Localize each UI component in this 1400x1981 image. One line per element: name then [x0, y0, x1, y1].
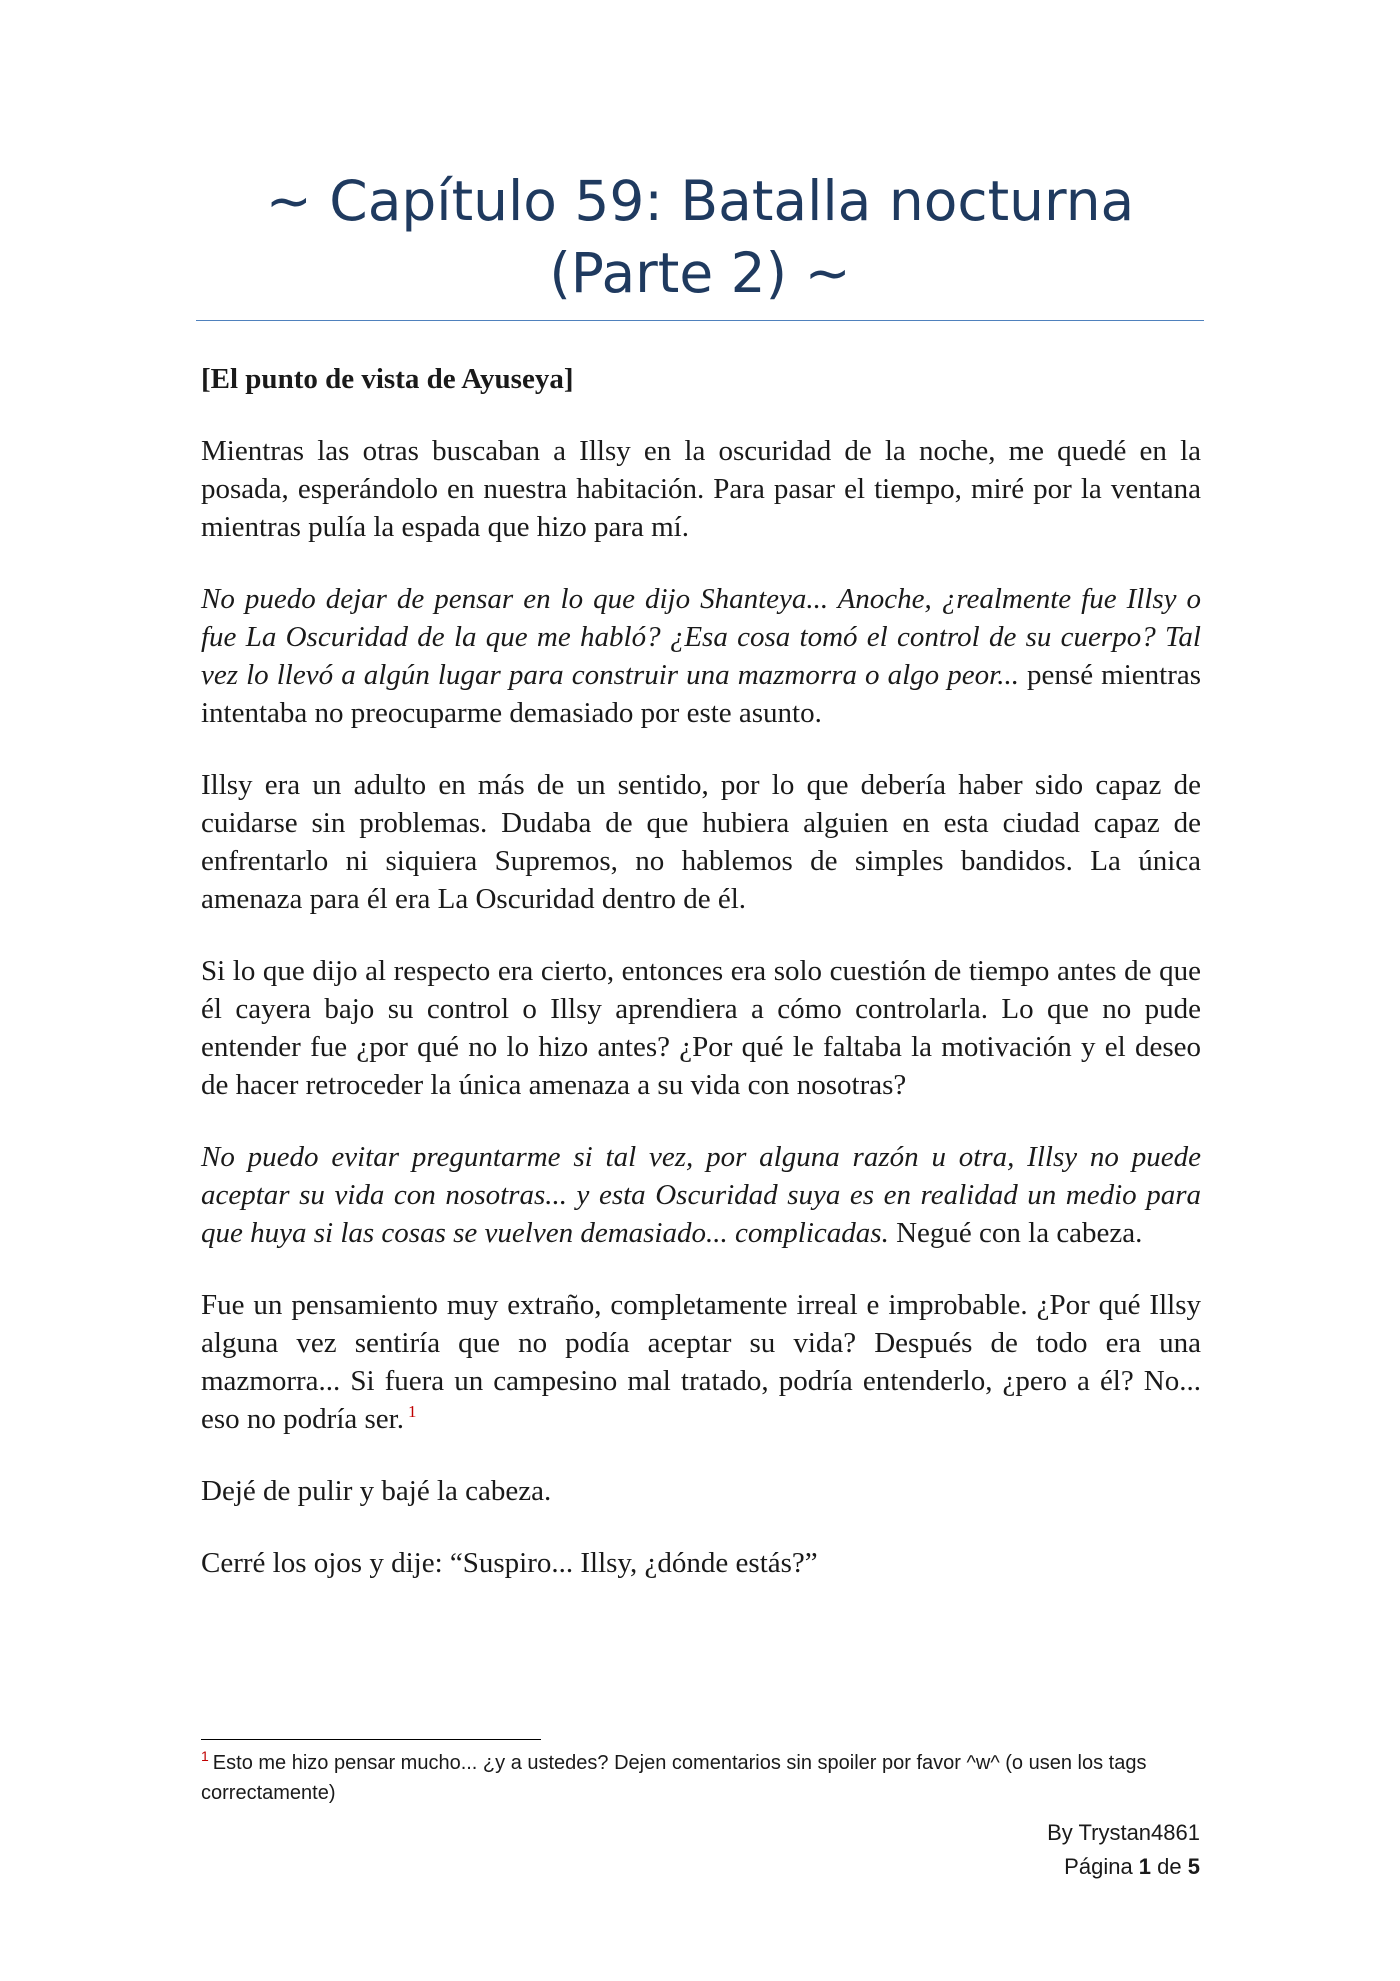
page-number-total: 5 [1187, 1854, 1200, 1879]
page-number-current: 1 [1138, 1854, 1152, 1879]
chapter-title-line-2: (Parte 2) ~ [549, 241, 851, 305]
paragraph-8: Cerré los ojos y dije: “Suspiro... Illsy, ¿dónde estás?” [201, 1547, 818, 1579]
author-credit: By Trystan4861 [1047, 1820, 1200, 1845]
footnote-number: 1 [201, 1748, 209, 1765]
page-number-prefix: Página [1064, 1854, 1139, 1879]
footnote-separator [201, 1739, 541, 1740]
paragraph-7: Dejé de pulir y bajé la cabeza. [201, 1475, 552, 1507]
page-footer [1047, 1816, 1200, 1884]
paragraph-4: Si lo que dijo al respecto era cierto, entonces era solo cuestión de tiempo antes de que él cayera bajo su control o Illsy aprendiera a cómo controlarla. Lo que no pude entender fue ¿por qué no lo hizo antes? ¿Por qué le faltaba la motivación y el deseo de hacer retroceder la única amenaza a su vida con nosotras? [201, 955, 1201, 1101]
page-number-mid: de [1151, 1854, 1188, 1879]
paragraph-5 [201, 1138, 1201, 1252]
paragraph-3: Illsy era un adulto en más de un sentido, por lo que debería haber sido capaz de cuidarse sin problemas. Dudaba de que hubiera alguien en esta ciudad capaz de enfrentarlo ni siquiera Supremos, no hablemos de simples bandidos. La única amenaza para él era La Oscuridad dentro de él. [201, 769, 1201, 915]
footnote [201, 1748, 1201, 1808]
paragraph-6 [201, 1286, 1201, 1438]
paragraph-2-text: pensé mientras intentaba no preocuparme demasiado por este asunto. [201, 659, 1202, 729]
paragraph-5-text: Negué con la cabeza. [888, 1217, 1143, 1249]
paragraph-6-text: Fue un pensamiento muy extraño, completamente irreal e improbable. ¿Por qué Illsy alguna vez sentiría que no podía aceptar su vida? Después de todo era una mazmorra... Si fuera un campesino mal tratado, podría entenderlo, ¿pero a él? No... eso no podría ser. [201, 1289, 1201, 1435]
title-divider [196, 320, 1204, 321]
chapter-title-line-1: ~ Capítulo 59: Batalla nocturna [265, 169, 1135, 233]
paragraph-5-thought: No puedo evitar preguntarme si tal vez, por alguna razón u otra, Illsy no puede aceptar su vida con nosotras... y esta Oscuridad suya es en realidad un medio para que huya si las cosas se vuelven demasiado... complicadas. [201, 1141, 1201, 1249]
footnote-text: Esto me hizo pensar mucho... ¿y a ustedes? Dejen comentarios sin spoiler por favor ^w^ (o usen los tags correctamente) [201, 1752, 1147, 1804]
footnote-reference[interactable]: 1 [407, 1402, 417, 1422]
chapter-body [201, 360, 1201, 1616]
page-number [1047, 1850, 1200, 1884]
section-heading: [El punto de vista de Ayuseya] [201, 363, 574, 395]
paragraph-1: Mientras las otras buscaban a Illsy en la oscuridad de la noche, me quedé en la posada, esperándolo en nuestra habitación. Para pasar el tiempo, miré por la ventana mientras pulía la espada que hizo para mí. [201, 435, 1201, 543]
chapter-title [196, 165, 1204, 309]
paragraph-2 [201, 580, 1201, 732]
paragraph-2-thought: No puedo dejar de pensar en lo que dijo Shanteya... Anoche, ¿realmente fue Illsy o fue La Oscuridad de la que me habló? ¿Esa cosa tomó el control de su cuerpo? Tal vez lo llevó a algún lugar para construir una mazmorra o algo peor... [201, 583, 1201, 691]
